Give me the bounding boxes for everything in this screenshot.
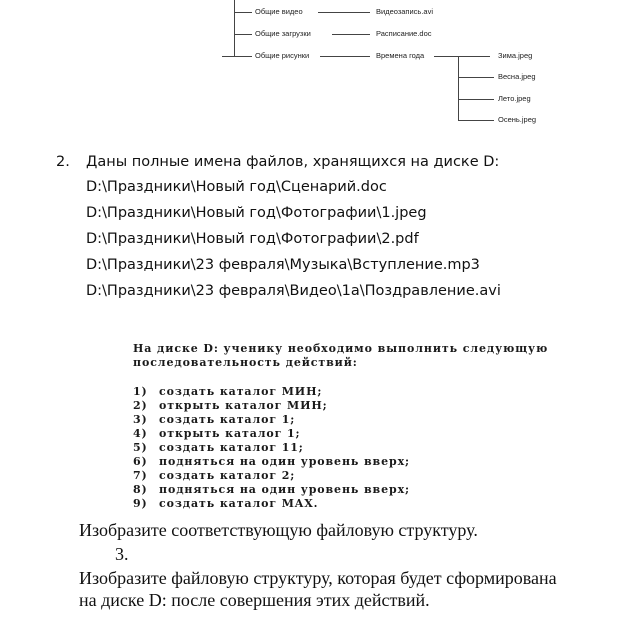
tree-file-label: Зима.jpeg [498, 51, 533, 60]
step-number: 3) [133, 413, 148, 426]
tree-branch-line [458, 77, 494, 78]
tree-branch-line [234, 12, 252, 13]
list-item [133, 441, 304, 455]
step-text: создать каталог MAX. [159, 497, 319, 510]
list-item [133, 385, 322, 399]
scan-heading-line: На диске D: ученику необходимо выполнить следующую [133, 342, 549, 355]
list-item [133, 469, 295, 483]
step-number: 8) [133, 483, 148, 496]
step-number: 1) [133, 385, 148, 398]
step-text: создать каталог 1; [159, 413, 296, 426]
list-item [133, 483, 410, 497]
file-path: D:\Праздники\Новый год\Сценарий.doc [86, 179, 387, 195]
list-item [133, 497, 318, 511]
step-number: 2) [133, 399, 148, 412]
step-number: 4) [133, 427, 148, 440]
step-number: 9) [133, 497, 148, 510]
tree-subtrunk-line [458, 56, 459, 120]
tree-branch-line [222, 56, 252, 57]
tree-connector-line [434, 56, 490, 57]
tree-folder-label: Общие рисунки [255, 51, 310, 60]
tree-file-label: Весна.jpeg [498, 72, 536, 81]
steps-list [133, 385, 463, 515]
tree-folder-label: Общие загрузки [255, 29, 311, 38]
file-path: D:\Праздники\Новый год\Фотографии\1.jpeg [86, 205, 427, 221]
tree-branch-line [234, 34, 252, 35]
tree-trunk-line [234, 0, 235, 56]
file-path: D:\Праздники\Новый год\Фотографии\2.pdf [86, 231, 419, 247]
step-text: создать каталог 2; [159, 469, 296, 482]
tree-connector-line [318, 12, 370, 13]
tree-folder-label: Времена года [376, 51, 425, 60]
tree-file-label: Видеозапись.avi [376, 7, 434, 16]
step-number: 6) [133, 455, 148, 468]
task-number: 2. [56, 154, 70, 170]
tree-folder-label: Общие видео [255, 7, 303, 16]
list-item [133, 413, 295, 427]
tree-file-label: Лето.jpeg [498, 94, 531, 103]
list-item [133, 399, 328, 413]
file-path: D:\Праздники\23 февраля\Видео\1а\Поздравление.avi [86, 283, 501, 299]
tree-file-label: Расписание.doc [376, 29, 432, 38]
tree-connector-line [332, 34, 370, 35]
step-text: подняться на один уровень вверх; [159, 483, 411, 496]
task-3-line: Изобразите файловую структуру, которая будет сформирована [79, 568, 557, 588]
step-text: открыть каталог 1; [159, 427, 301, 440]
tree-branch-line [458, 120, 494, 121]
task-number: 3. [115, 544, 129, 564]
list-item [133, 455, 410, 469]
step-number: 5) [133, 441, 148, 454]
task-3-line: на диске D: после совершения этих действий. [79, 590, 430, 610]
tree-branch-line [458, 99, 494, 100]
step-text: создать каталог 11; [159, 441, 304, 454]
tree-connector-line [320, 56, 370, 57]
tree-file-label: Осень.jpeg [498, 115, 537, 124]
list-item [133, 427, 301, 441]
task-intro: Даны полные имена файлов, хранящихся на диске D: [86, 154, 500, 170]
instruction-text: Изобразите соответствующую файловую структуру. [79, 520, 478, 540]
file-path: D:\Праздники\23 февраля\Музыка\Вступление.mp3 [86, 257, 480, 273]
step-text: создать каталог МИН; [159, 385, 323, 398]
step-number: 7) [133, 469, 148, 482]
step-text: подняться на один уровень вверх; [159, 455, 411, 468]
step-text: открыть каталог МИН; [159, 399, 328, 412]
scan-heading-line: последовательность действий: [133, 356, 358, 369]
